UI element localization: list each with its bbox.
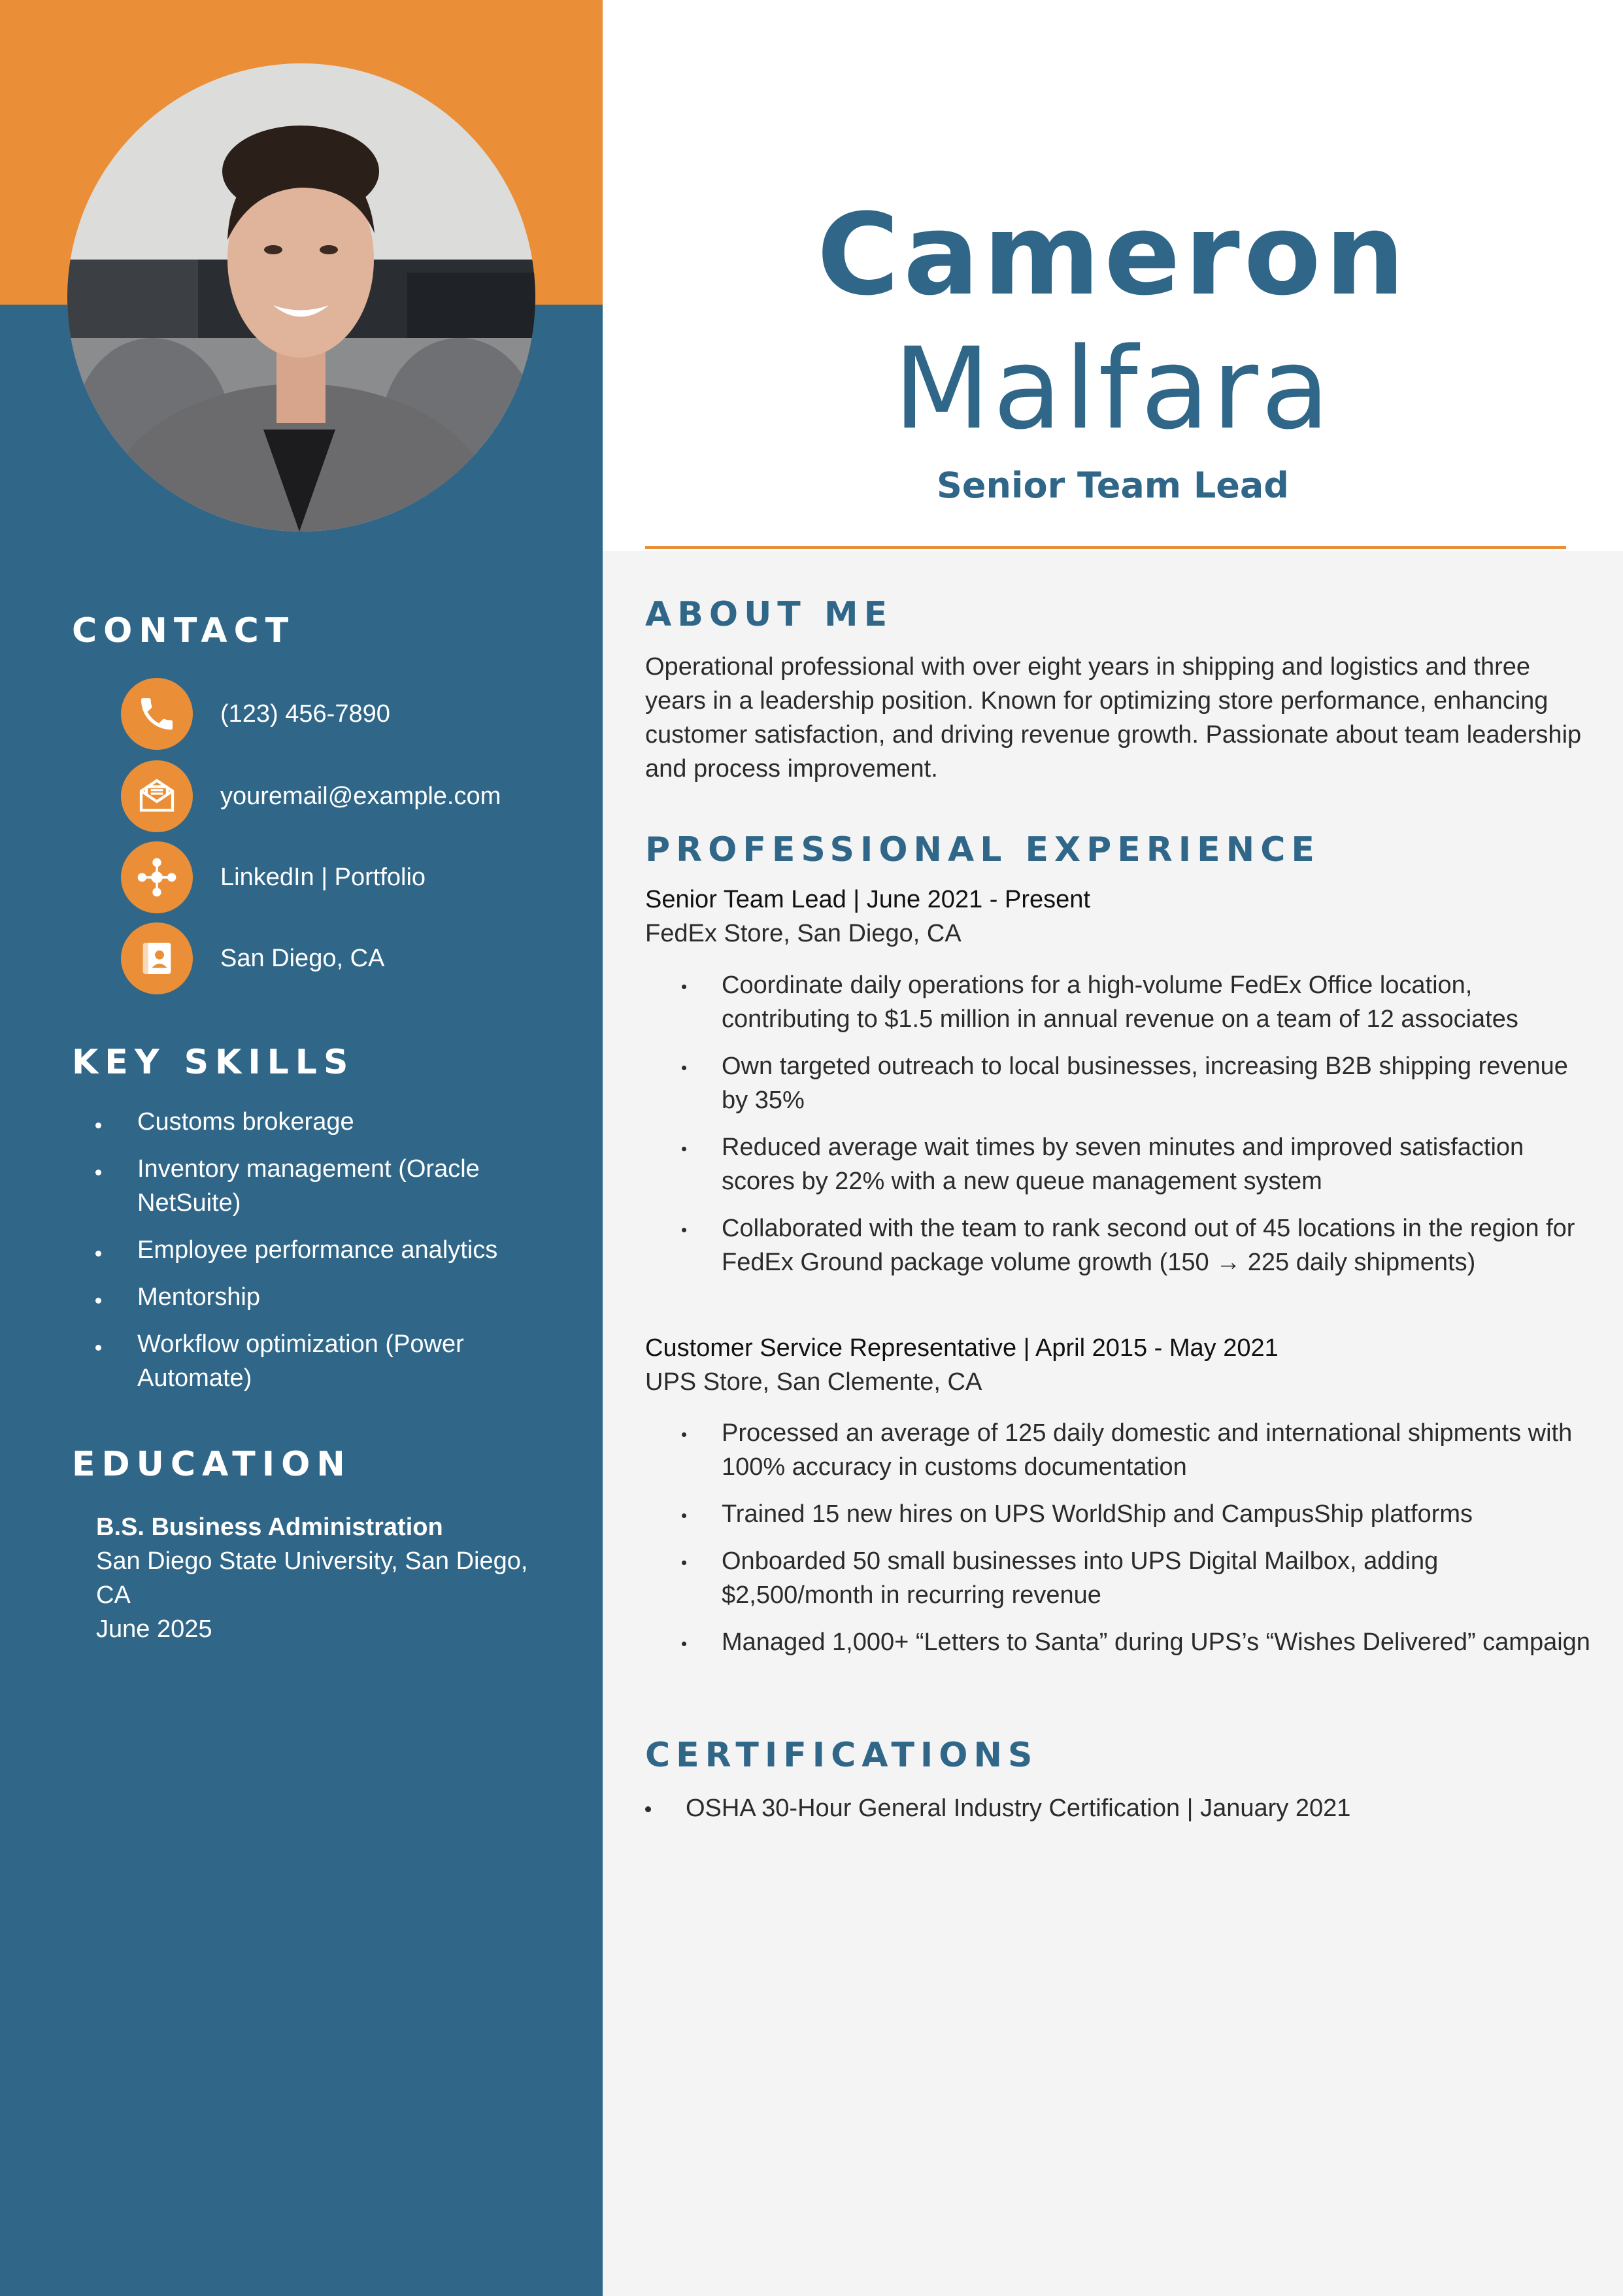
job-company: FedEx Store, San Diego, CA	[645, 920, 962, 947]
first-name: Cameron	[816, 189, 1409, 320]
contact-email	[121, 760, 501, 833]
job-title-line: Customer Service Representative | April 2015 - May 2021	[645, 1334, 1279, 1362]
contact-links-text[interactable]: LinkedIn | Portfolio	[220, 863, 426, 891]
education-degree: B.S. Business Administration	[96, 1513, 443, 1541]
skill-item: Inventory management (Oracle NetSuite)	[85, 1152, 582, 1220]
job-bullet: Managed 1,000+ “Letters to Santa” during UPS’s “Wishes Delivered” campaign	[680, 1625, 1595, 1659]
job-bullet: Onboarded 50 small businesses into UPS Digital Mailbox, adding $2,500/month in recurring revenue	[680, 1544, 1595, 1612]
job-bullet: Reduced average wait times by seven minutes and improved satisfaction scores by 22% with a new queue management system	[680, 1130, 1595, 1198]
about-heading: ABOUT ME	[645, 595, 894, 634]
contact-location	[121, 922, 384, 995]
job-bullet: Trained 15 new hires on UPS WorldShip and CampusShip platforms	[680, 1497, 1595, 1531]
network-icon	[121, 841, 193, 913]
job-bullets	[680, 968, 1595, 1292]
contact-links	[121, 841, 426, 914]
experience-heading: PROFESSIONAL EXPERIENCE	[645, 830, 1320, 869]
job-bullet: Coordinate daily operations for a high-volume FedEx Office location, contributing to $1.5 million in annual revenue on a team of 12 associates	[680, 968, 1595, 1036]
last-name: Malfara	[893, 323, 1333, 454]
job-company: UPS Store, San Clemente, CA	[645, 1368, 982, 1396]
envelope-icon	[121, 760, 193, 832]
address-book-icon	[121, 922, 193, 994]
job-bullet: Processed an average of 125 daily domestic and international shipments with 100% accuracy in customs documentation	[680, 1416, 1595, 1484]
job-title-line: Senior Team Lead | June 2021 - Present	[645, 886, 1090, 913]
job-bullet: Collaborated with the team to rank second out of 45 locations in the region for FedEx Ground package volume growth (150 → 225 daily shipments)	[680, 1211, 1595, 1279]
skill-item: Employee performance analytics	[85, 1233, 582, 1267]
skills-heading: KEY SKILLS	[72, 1043, 355, 1082]
header-divider	[645, 546, 1566, 549]
skill-item: Workflow optimization (Power Automate)	[85, 1327, 582, 1395]
certifications-heading: CERTIFICATIONS	[645, 1736, 1039, 1775]
education-date: June 2025	[96, 1615, 212, 1643]
skills-list	[85, 1105, 582, 1408]
phone-icon	[121, 678, 193, 750]
skill-item: Customs brokerage	[85, 1105, 582, 1139]
certification-item: OSHA 30-Hour General Industry Certification | January 2021	[645, 1791, 1593, 1825]
contact-heading: CONTACT	[72, 611, 295, 650]
profile-photo	[67, 63, 535, 532]
contact-phone-text[interactable]: (123) 456-7890	[220, 700, 390, 728]
contact-email-text[interactable]: youremail@example.com	[220, 782, 501, 810]
contact-phone	[121, 677, 390, 751]
education-school: San Diego State University, San Diego, CA	[96, 1547, 528, 1609]
education-heading: EDUCATION	[72, 1445, 352, 1484]
education-entry	[96, 1510, 567, 1646]
skill-item: Mentorship	[85, 1280, 582, 1314]
job-bullet: Own targeted outreach to local businesses, increasing B2B shipping revenue by 35%	[680, 1049, 1595, 1117]
certifications-list	[645, 1791, 1593, 1825]
job-title: Senior Team Lead	[937, 465, 1289, 506]
about-text: Operational professional with over eight years in shipping and logistics and three years in a leadership position. Known for optimizing store performance, enhancing customer satisfaction, and driving revenue growth. Passionate about team leadership and process improvement.	[645, 653, 1582, 783]
job-bullets	[680, 1416, 1595, 1672]
contact-location-text: San Diego, CA	[220, 944, 385, 972]
